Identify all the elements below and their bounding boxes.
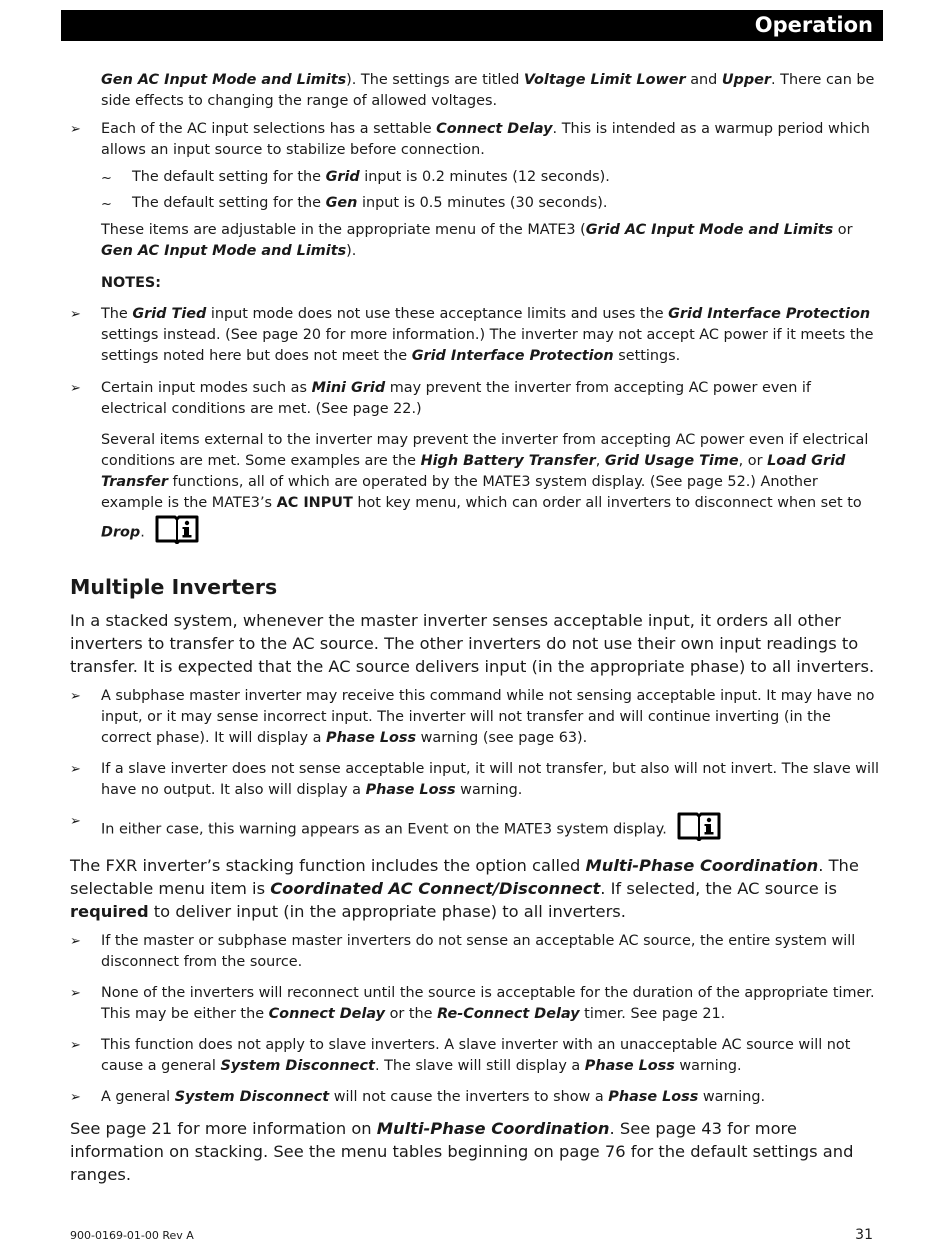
emphasis-term: Re-Connect Delay [437,1006,580,1022]
emphasis-term: Gen AC Input Mode and Limits [101,243,347,259]
emphasis-term: Grid Interface Protection [411,348,614,364]
bullet-item [70,931,880,973]
text-run: , [595,453,605,469]
text-run: input is 0.2 minutes (12 seconds). [359,169,610,185]
sub-bullet-text [132,193,880,214]
book-info-icon [677,811,721,848]
paragraph [70,430,880,551]
text-run: If the master or subphase master inverters do not sense an acceptable AC source, the entire system will disconnect from the source. [101,933,856,970]
text-run: to deliver input (in the appropriate phase) to all inverters. [148,902,626,921]
sub-bullet-item [70,167,880,188]
text-run: may prevent the inverter from accepting AC power even if electrical conditions are met. (See page 22.) [101,380,811,417]
bullet-arrow: ➢ [70,1090,81,1105]
bullet-text [101,759,880,801]
bold-term: NOTES: [101,275,162,291]
bullet-text [101,1087,880,1108]
page-content [70,70,880,1186]
bullet-item [70,983,880,1025]
emphasis-term: Connect Delay [268,1006,386,1022]
bullet-text [101,811,880,848]
emphasis-term: System Disconnect [174,1089,330,1105]
text-run: None of the inverters will reconnect until the source is acceptable for the duration of the appropriate timer. This may be either the [101,985,875,1022]
emphasis-term: Phase Loss [326,730,417,746]
text-run: warning. [674,1058,742,1074]
section-header-bar [61,10,883,41]
bullet-arrow: ➢ [70,986,81,1001]
section-heading [70,573,880,601]
bullet-arrow: ➢ [70,122,81,137]
text-run: This function does not apply to slave inverters. A slave inverter with an unacceptable AC source will not cause a general [101,1037,851,1074]
bullet-text [101,304,880,367]
text-run: A subphase master inverter may receive this command while not sensing acceptable input. It may have no input, or it may sense incorrect input. The inverter will not transfer and will continue inverting (in the correct phase). It will display a [101,688,875,746]
paragraph-text [101,432,868,541]
text-run: Each of the AC input selections has a settable [101,121,437,137]
bullet-item [70,686,880,749]
text-run: Certain input modes such as [101,380,312,396]
emphasis-term: Multi-Phase Coordination [376,1119,610,1138]
emphasis-term: Phase Loss [365,782,456,798]
emphasis-term: Phase Loss [584,1058,675,1074]
bullet-text [101,983,880,1025]
text-run: or [833,222,853,238]
page-number: 31 [855,1227,873,1243]
paragraph [70,220,880,262]
text-run: functions, all of which are operated by the MATE3 system display. (See page 52.) Another example is the MATE3’s [101,474,818,511]
bold-term: AC INPUT [276,495,353,511]
text-run: A general [101,1089,175,1105]
emphasis-term: Grid AC Input Mode and Limits [585,222,834,238]
bullet-text-content [101,822,667,838]
text-run: The [101,306,133,322]
paragraph [70,609,880,678]
sub-bullet-text [132,167,880,188]
bullet-item [70,759,880,801]
section-title: Operation [754,13,873,37]
bullet-item [70,378,880,420]
document-number: 900-0169-01-00 Rev A [70,1229,194,1242]
emphasis-term: Coordinated AC Connect/Disconnect [270,879,601,898]
text-run: , or [738,453,768,469]
emphasis-term: Connect Delay [436,121,553,137]
text-run: Multiple Inverters [70,575,278,599]
emphasis-term: Grid Usage Time [604,453,739,469]
text-run: input mode does not use these acceptance limits and uses the [206,306,669,322]
emphasis-term: System Disconnect [220,1058,375,1074]
text-run: The default setting for the [132,169,326,185]
text-run: These items are adjustable in the appropriate menu of the MATE3 ( [101,222,586,238]
emphasis-term: Grid Interface Protection [668,306,871,322]
text-run: settings instead. (See page 20 for more information.) The inverter may not accept AC power if it meets the settings noted here but does not meet the [101,327,874,364]
bullet-text [101,931,880,973]
bullet-arrow: ➢ [70,689,81,704]
emphasis-term: Multi-Phase Coordination [585,856,819,875]
bullet-arrow: ➢ [70,1038,81,1053]
paragraph [70,1117,880,1186]
bullet-item [70,119,880,161]
sub-bullet-item [70,193,880,214]
text-run: hot key menu, which can order all inverters to disconnect when set to [352,495,862,511]
bullet-text [101,686,880,749]
text-run: timer. See page 21. [579,1006,726,1022]
bullet-text [101,119,880,161]
text-run: ). [346,243,357,259]
text-run: . If selected, the AC source is [600,879,837,898]
text-run: will not cause the inverters to show a [329,1089,609,1105]
text-run: If a slave inverter does not sense acceptable input, it will not transfer, but also will not invert. The slave will have no output. It also will display a [101,761,880,798]
sub-bullet-mark: ~ [101,197,112,212]
emphasis-term: Drop [101,524,141,541]
book-info-icon [155,514,199,551]
text-run: . There can be side effects to changing the range of allowed voltages. [101,72,875,109]
text-run: . This is intended as a warmup period which allows an input source to stabilize before connection. [101,121,870,158]
bullet-item [70,1087,880,1108]
paragraph [70,70,880,112]
bullet-arrow: ➢ [70,934,81,949]
bullet-text [101,1035,880,1077]
bullet-item [70,811,880,848]
bullet-arrow: ➢ [70,307,81,322]
text-run: Several items external to the inverter may prevent the inverter from accepting AC power even if electrical conditions are met. Some examples are the [101,432,869,469]
bullet-item [70,1035,880,1077]
bullet-arrow: ➢ [70,381,81,396]
text-run: . [140,524,145,541]
emphasis-term: Upper [721,72,772,88]
text-run: or the [385,1006,438,1022]
bold-term: required [70,902,149,921]
bullet-arrow: ➢ [70,814,81,829]
text-run: See page 21 for more information on [70,1119,377,1138]
text-run: . The selectable menu item is [70,856,859,898]
text-run: and [685,72,722,88]
emphasis-term: Grid Tied [132,306,207,322]
sub-bullet-mark: ~ [101,171,112,186]
text-run: settings. [613,348,681,364]
emphasis-term: Gen [325,195,358,211]
text-run: . See page 43 for more information on stacking. See the menu tables beginning on page 76 for the default settings and ranges. [70,1119,854,1184]
emphasis-term: Gen AC Input Mode and Limits [101,72,347,88]
text-run: warning (see page 63). [416,730,588,746]
emphasis-term: Voltage Limit Lower [523,72,686,88]
text-run: In either case, this warning appears as an Event on the MATE3 system display. [101,821,667,838]
paragraph [70,854,880,923]
text-run: The default setting for the [132,195,326,211]
emphasis-term: High Battery Transfer [420,453,596,469]
text-run: input is 0.5 minutes (30 seconds). [357,195,608,211]
emphasis-term: Load Grid Transfer [101,453,846,490]
text-run: warning. [698,1089,766,1105]
text-run: In a stacked system, whenever the master inverter senses acceptable input, it orders all other inverters to transfer to the AC source. The other inverters do not use their own input readings to transfer. It is expected that the AC source delivers input (in the appropriate phase) to all inverters. [70,611,875,676]
text-run: ). The settings are titled [346,72,524,88]
emphasis-term: Grid [325,169,360,185]
bullet-text [101,378,880,420]
text-run: . The slave will still display a [374,1058,585,1074]
text-run: The FXR inverter’s stacking function includes the option called [70,856,586,875]
emphasis-term: Mini Grid [311,380,386,396]
text-run: warning. [455,782,523,798]
bullet-item [70,304,880,367]
emphasis-term: Phase Loss [608,1089,699,1105]
bullet-arrow: ➢ [70,762,81,777]
notes-label [70,273,880,294]
